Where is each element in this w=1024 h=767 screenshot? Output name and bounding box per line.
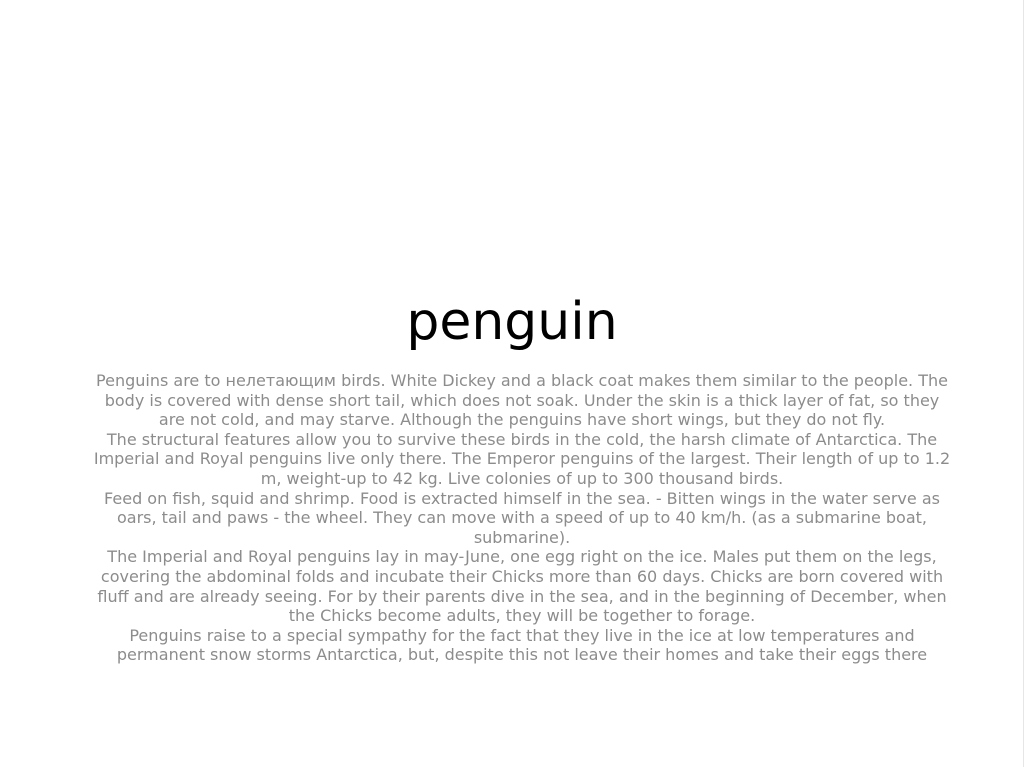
paragraph-habitat: The structural features allow you to survive these birds in the cold, the harsh climate of Antarctica. The Imperial and Royal penguins live only there. The Emperor penguins of the largest. Their length of up to 1.2 m, weight-up to 42 kg. Live colonies of up to 300 thousand birds. [93, 429, 951, 488]
paragraph-description: Penguins are to нелетающим birds. White Dickey and a black coat makes them similar to the people. The body is covered with dense short tail, which does not soak. Under the skin is a thick layer of fat, so they are not cold, and may starve. Although the penguins have short wings, but they do not fly. [96, 371, 948, 430]
paragraph-breeding: The Imperial and Royal penguins lay in may-June, one egg right on the ice. Males put them on the legs, covering the abdominal folds and incubate their Chicks more than 60 days. Chicks are born covered with fluff and are already seeing. For by their parents dive in the sea, and in the beginning of December, when the Chicks become adults, they will be together to forage. [97, 547, 947, 626]
paragraph-feeding: Feed on fish, squid and shrimp. Food is extracted himself in the sea. - Bitten wings in the water serve as oars, tail and paws - the wheel. They can move with a speed of up to 40 km/h. (as a submarine boat, submarine). [104, 488, 940, 547]
slide-body [92, 371, 952, 665]
paragraph-sympathy: Penguins raise to a special sympathy for the fact that they live in the ice at low temperatures and permanent snow storms Antarctica, but, despite this not leave their homes and take their eggs there [116, 625, 928, 665]
slide-title: penguin [406, 292, 618, 352]
